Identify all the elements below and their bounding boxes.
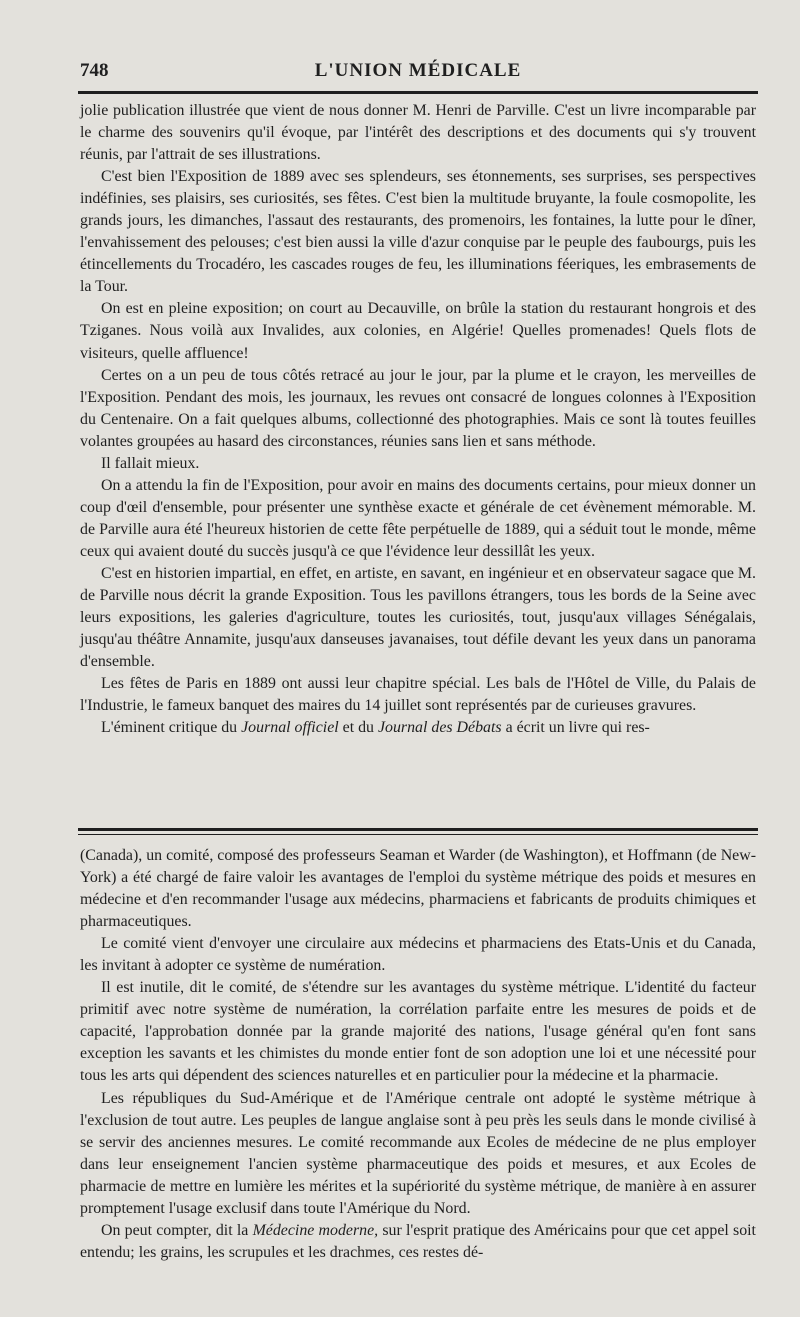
text-segment: sur l'esprit pratique des Américains pour que cet appel soit entendu; les grains, les scrupules et les drachmes, ces restes dé- (80, 1221, 756, 1261)
paragraph-with-journal-titles (80, 717, 756, 739)
page-number: 748 (80, 60, 109, 81)
paragraph-with-journal-title (80, 1220, 756, 1264)
running-title: L'UNION MÉDICALE (314, 60, 522, 81)
journal-title: Journal des Débats (377, 719, 502, 737)
journal-title: Médecine moderne, (252, 1221, 379, 1239)
paragraph: On a attendu la fin de l'Exposition, pour avoir en mains des documents certains, pour mieux donner un coup d'œil d'ensemble, pour présenter une synthèse exacte et générale de cet évènement mémorable. M. de Parville aura été l'heureux historien de cette fête perpétuelle de 1889, qui a séduit tout le monde, même ceux qui avaient douté du succès jusqu'à ce que l'évidence leur dessillât les yeux. (80, 476, 756, 560)
paragraph: Certes on a un peu de tous côtés retracé au jour le jour, par la plume et le crayon, les merveilles de l'Exposition. Pendant des mois, les journaux, les revues ont consacré de longues colonnes à l'Exposition du Centenaire. On a fait quelques albums, collectionné des photographies. Mais ce sont là toutes feuilles volantes groupées au hasard des circonstances, réunies sans lien et sans méthode. (80, 366, 756, 450)
paragraph: Il fallait mieux. (101, 454, 200, 472)
section-separator-thin-rule (78, 834, 758, 835)
journal-title: Journal officiel (241, 719, 339, 737)
text-segment: et du (342, 719, 374, 737)
paragraph: On est en pleine exposition; on court au Decauville, on brûle la station du restaurant hongrois et des Tziganes. Nous voilà aux Invalides, aux colonies, en Algérie! Quelles promenades! Quels flots de visiteurs, quelle affluence! (80, 300, 756, 362)
paragraph: (Canada), un comité, composé des professeurs Seaman et Warder (de Washington), et Hoffmann (de New-York) a été chargé de faire valoir les avantages de l'emploi du système métrique des poids et mesures en médecine et d'en recommander l'usage aux médecins, pharmaciens et fabricants de produits chimiques et pharmaceutiques. (80, 847, 756, 931)
paragraph: jolie publication illustrée que vient de nous donner M. Henri de Parville. C'est un livre incomparable par le charme des souvenirs qu'il évoque, par l'intérêt des descriptions et des documents qui s'y trouvent réunis, par l'attrait de ses illustrations. (80, 102, 756, 164)
text-segment: a écrit un livre qui res- (505, 719, 650, 737)
section-separator-rule (78, 828, 758, 831)
paragraph: Les fêtes de Paris en 1889 ont aussi leur chapitre spécial. Les bals de l'Hôtel de Ville, du Palais de l'Industrie, le fameux banquet des maires du 14 juillet sont représentés par de curieuses gravures. (80, 675, 756, 715)
text-segment: L'éminent critique du (101, 719, 238, 737)
text-segment: On peut compter, dit la (101, 1221, 249, 1239)
paragraph: Le comité vient d'envoyer une circulaire aux médecins et pharmaciens des Etats-Unis et du Canada, les invitant à adopter ce système de numération. (80, 935, 756, 975)
page-header (78, 58, 758, 88)
upper-article (80, 100, 756, 739)
paragraph: C'est bien l'Exposition de 1889 avec ses splendeurs, ses étonnements, ses surprises, ses perspectives indéfinies, ses plaisirs, ses curiosités, ses fêtes. C'est bien la multitude bruyante, la foule cosmopolite, les grands jours, les dimanches, l'assaut des restaurants, des promenoirs, les fontaines, la lutte pour le dîner, l'envahissement des pelouses; c'est bien aussi la ville d'azur conquise par le peuple des faubourgs, puis les étincellements du Trocadéro, les cascades rouges de feu, les illuminations féeriques, les embrasements de la Tour. (80, 168, 756, 296)
paragraph: Il est inutile, dit le comité, de s'étendre sur les avantages du système métrique. L'identité du facteur primitif avec notre système de numération, la corrélation parfaite entre les mesures de poids et de capacité, l'approbation donnée par la grande majorité des nations, l'usage général qu'en font sans exception les savants et les chimistes du monde entier font de son adoption une loi et une nécessité pour tous les arts qui dépendent des sciences naturelles et en particulier pour la médecine et la pharmacie. (80, 979, 756, 1085)
paragraph: Les républiques du Sud-Amérique et de l'Amérique centrale ont adopté le système métrique à l'exclusion de tout autre. Les peuples de langue anglaise sont à peu près les seuls dans le monde civilisé à se servir des anciennes mesures. Le comité recommande aux Ecoles de médecine de ne plus employer dans leur enseignement l'ancien système pharmaceutique des poids et mesures, et aux Ecoles de pharmacie de mettre en lumière les mérites et la supériorité du système métrique, de manière à en assurer promptement l'usage exclusif dans toute l'Amérique du Nord. (80, 1089, 756, 1217)
lower-article (80, 845, 756, 1264)
paragraph: C'est en historien impartial, en effet, en artiste, en savant, en ingénieur et en observateur sagace que M. de Parville nous décrit la grande Exposition. Tous les pavillons étrangers, tous les bords de la Seine avec leurs expositions, les galeries d'agriculture, toutes les curiosités, tout, jusqu'aux villages Sénégalais, jusqu'au théâtre Annamite, jusqu'aux danseuses javanaises, tout défile devant les yeux dans un panorama d'ensemble. (80, 564, 756, 671)
header-rule (78, 91, 758, 94)
